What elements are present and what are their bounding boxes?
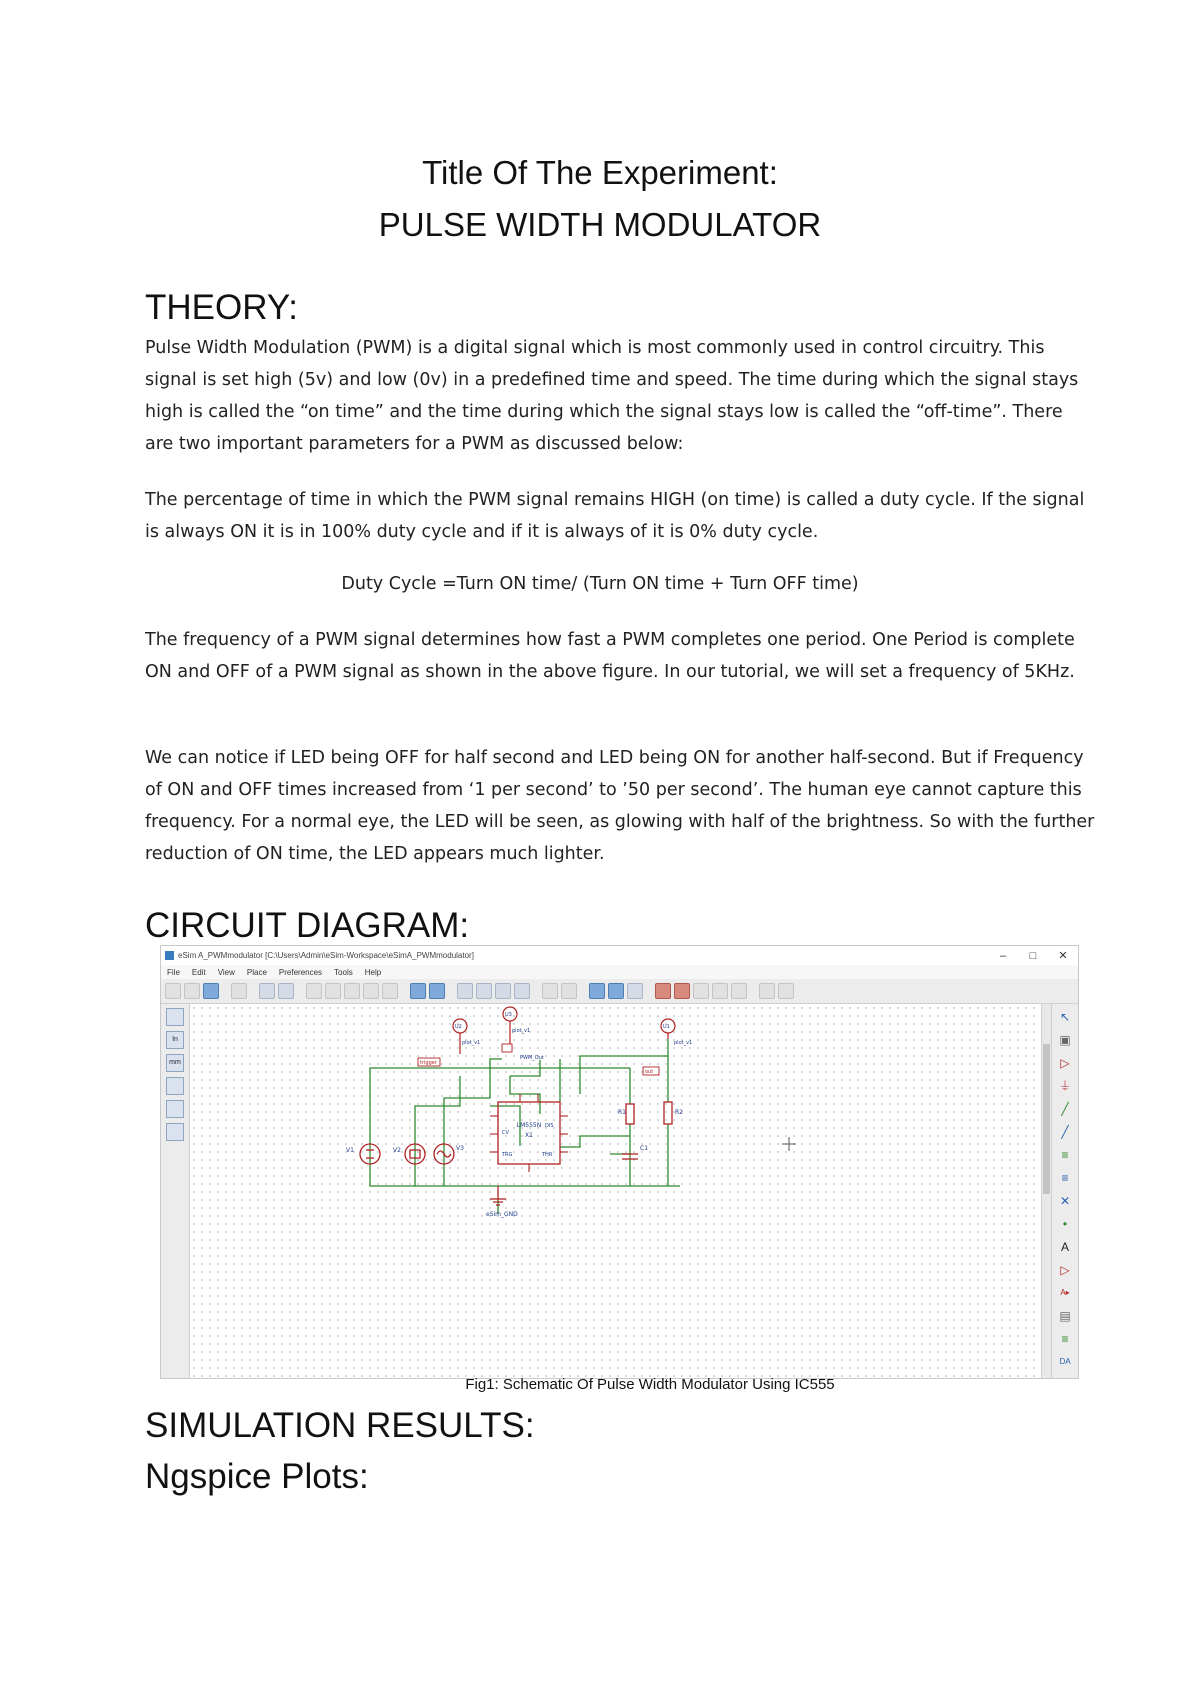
undo-icon[interactable]: [363, 983, 379, 999]
pcb-icon[interactable]: [731, 983, 747, 999]
bus-to-bus-icon[interactable]: ≡: [1061, 1171, 1069, 1185]
gnd-label: eSim_GND: [486, 1211, 518, 1218]
netlist-icon[interactable]: [674, 983, 690, 999]
select-tool-icon[interactable]: ↖: [1059, 1010, 1071, 1024]
find-replace-icon[interactable]: [429, 983, 445, 999]
maximize-button[interactable]: □: [1029, 949, 1037, 962]
simulation-results-heading: SIMULATION RESULTS:: [145, 1406, 535, 1445]
schematic-drawing: [190, 1004, 1051, 1378]
trigger-net-label: trigger: [420, 1060, 437, 1066]
units-mm-button[interactable]: mm: [166, 1054, 184, 1072]
zoom-fit-icon[interactable]: [514, 983, 530, 999]
zoom-out-icon[interactable]: [476, 983, 492, 999]
voltage-sources: [360, 1144, 454, 1164]
esim-app-icon: [165, 951, 174, 960]
menu-help[interactable]: Help: [364, 967, 382, 977]
menu-file[interactable]: File: [167, 967, 180, 977]
menu-place[interactable]: Place: [246, 967, 267, 977]
probe-u3-plot: plot_v1: [512, 1028, 531, 1034]
cut-icon[interactable]: [306, 983, 322, 999]
cursor-shape-icon[interactable]: [166, 1077, 184, 1095]
place-power-icon[interactable]: ⏚: [1058, 1079, 1071, 1093]
pin-trg-label: TRG: [502, 1152, 513, 1158]
minimize-button[interactable]: –: [999, 949, 1007, 962]
r1-label: R1: [618, 1109, 626, 1116]
annotate-icon[interactable]: [627, 983, 643, 999]
experiment-title: PULSE WIDTH MODULATOR: [378, 206, 822, 243]
pwm-probe-box: [502, 1044, 512, 1052]
script-icon[interactable]: [759, 983, 775, 999]
plot-probes: [453, 1007, 675, 1054]
ic555-ref: X1: [525, 1132, 533, 1139]
wire-angle-icon[interactable]: [166, 1123, 184, 1141]
sheet-icon[interactable]: [184, 983, 200, 999]
theory-paragraph-1: Pulse Width Modulation (PWM) is a digital signal which is most commonly used in control circuitry. This signal is set high (5v) and low (0v) in a predefined time and speed. The time during which the signal stays high is called the “on time” and the time during which the signal stays low is called the “off-time”. There are two important parameters for a PWM as discussed below:: [145, 338, 1079, 454]
duty-cycle-formula: Duty Cycle =Turn ON time/ (Turn ON time + Turn OFF time): [341, 574, 859, 594]
redo-icon[interactable]: [382, 983, 398, 999]
v3-label: V3: [456, 1145, 464, 1152]
pwm-net-label: PWM_Out: [520, 1055, 544, 1061]
global-label-icon[interactable]: ▷: [1060, 1263, 1070, 1277]
save-icon[interactable]: [203, 983, 219, 999]
scrollbar-thumb[interactable]: [1043, 1044, 1050, 1194]
new-icon[interactable]: [165, 983, 181, 999]
highlight-net-icon[interactable]: ▣: [1059, 1033, 1071, 1047]
units-inch-button[interactable]: In: [166, 1031, 184, 1049]
paste-icon[interactable]: [344, 983, 360, 999]
menu-preferences[interactable]: Preferences: [278, 967, 323, 977]
junction-icon[interactable]: •: [1062, 1217, 1068, 1231]
probe-u1-plot: plot_v1: [674, 1040, 693, 1046]
import-pin-icon[interactable]: ≡: [1061, 1332, 1069, 1346]
figure-caption: Fig1: Schematic Of Pulse Width Modulator Using IC555: [465, 1376, 835, 1393]
theory-paragraph-3: The frequency of a PWM signal determines how fast a PWM completes one period. One Period is complete ON and OFF of a PWM signal as shown in the above figure. In our tutorial, we will set a frequency of 5KHz.: [145, 630, 1075, 682]
find-icon[interactable]: [410, 983, 426, 999]
bom-icon[interactable]: [712, 983, 728, 999]
probe-u2-plot: plot_v1: [462, 1040, 481, 1046]
redraw-icon[interactable]: [495, 983, 511, 999]
navigator-icon[interactable]: [561, 983, 577, 999]
menu-tools[interactable]: Tools: [334, 967, 353, 977]
wire-to-bus-icon[interactable]: ≡: [1061, 1148, 1069, 1162]
zoom-in-icon[interactable]: [457, 983, 473, 999]
window-titlebar: [161, 946, 1078, 965]
ic555-label: LM555N: [516, 1122, 542, 1129]
right-toolbar: [1051, 1004, 1078, 1378]
library-editor-icon[interactable]: [589, 983, 605, 999]
pin-cv-label: CV: [502, 1130, 509, 1136]
r2-label: R2: [675, 1109, 683, 1116]
theory-paragraph-2: The percentage of time in which the PWM signal remains HIGH (on time) is called a duty cycle. If the signal is always ON it is in 100% duty cycle and if it is always of it is 0% duty cycle.: [145, 490, 1085, 542]
plot-icon[interactable]: [278, 983, 294, 999]
window-title: eSim A_PWMmodulator [C:\Users\Admin\eSim-Workspace\eSimA_PWMmodulator]: [178, 951, 474, 960]
experiment-title-label: Title Of The Experiment:: [422, 154, 778, 191]
net-label-icon[interactable]: A: [1060, 1240, 1069, 1254]
place-bus-icon[interactable]: ╱: [1061, 1125, 1069, 1139]
esim-window-screenshot: [160, 945, 1079, 1379]
print-icon[interactable]: [259, 983, 275, 999]
probe-u1-label: U1: [663, 1024, 670, 1030]
theory-paragraph-4: We can notice if LED being OFF for half second and LED being ON for another half-second. But if Frequency of ON and OFF times increased from ‘1 per second’ to ’50 per second’. The human eye cannot capture this frequency. For a normal eye, the LED will be seen, as glowing with half of the brightness. So with the further reduction of ON time, the LED appears much lighter.: [145, 748, 1095, 864]
hier-label-icon[interactable]: A▸: [1060, 1288, 1070, 1297]
v2-label: V2: [393, 1147, 401, 1154]
main-toolbar: [161, 979, 1078, 1004]
probe-u3-label: U3: [505, 1012, 512, 1018]
no-connect-icon[interactable]: ✕: [1059, 1194, 1071, 1208]
left-toolbar: [161, 1004, 190, 1378]
theory-heading: THEORY:: [145, 288, 299, 327]
pin-dis-label: DIS: [545, 1123, 554, 1129]
vertical-scrollbar[interactable]: [1041, 1004, 1051, 1378]
assign-footprint-icon[interactable]: [693, 983, 709, 999]
erc-icon[interactable]: [655, 983, 671, 999]
library-browser-icon[interactable]: [608, 983, 624, 999]
copy-icon[interactable]: [325, 983, 341, 999]
add-text-icon[interactable]: DA: [1059, 1357, 1071, 1366]
probe-u2-label: U2: [455, 1024, 462, 1030]
hier-sheet-icon[interactable]: ▤: [1059, 1309, 1071, 1323]
ngspice-plots-heading: Ngspice Plots:: [145, 1457, 369, 1496]
grid-toggle-icon[interactable]: [166, 1008, 184, 1026]
menu-bar: [161, 965, 1078, 979]
hierarchy-icon[interactable]: [542, 983, 558, 999]
menu-view[interactable]: View: [217, 967, 235, 977]
hidden-pins-icon[interactable]: [166, 1100, 184, 1118]
place-wire-icon[interactable]: ╱: [1061, 1102, 1069, 1116]
pin-thr-label: THR: [542, 1152, 553, 1158]
place-component-icon[interactable]: ▷: [1060, 1056, 1070, 1070]
close-button[interactable]: ✕: [1058, 950, 1068, 962]
c1-label: C1: [640, 1145, 649, 1152]
crosshair-cursor: [782, 1137, 796, 1151]
out-net-label: out: [645, 1069, 654, 1075]
v1-label: V1: [346, 1147, 354, 1154]
page-settings-icon[interactable]: [231, 983, 247, 999]
menu-edit[interactable]: Edit: [191, 967, 206, 977]
schematic-canvas[interactable]: [190, 1004, 1051, 1378]
circuit-diagram-heading: CIRCUIT DIAGRAM:: [145, 906, 470, 945]
ground-symbol: [490, 1186, 506, 1205]
back-icon[interactable]: [778, 983, 794, 999]
